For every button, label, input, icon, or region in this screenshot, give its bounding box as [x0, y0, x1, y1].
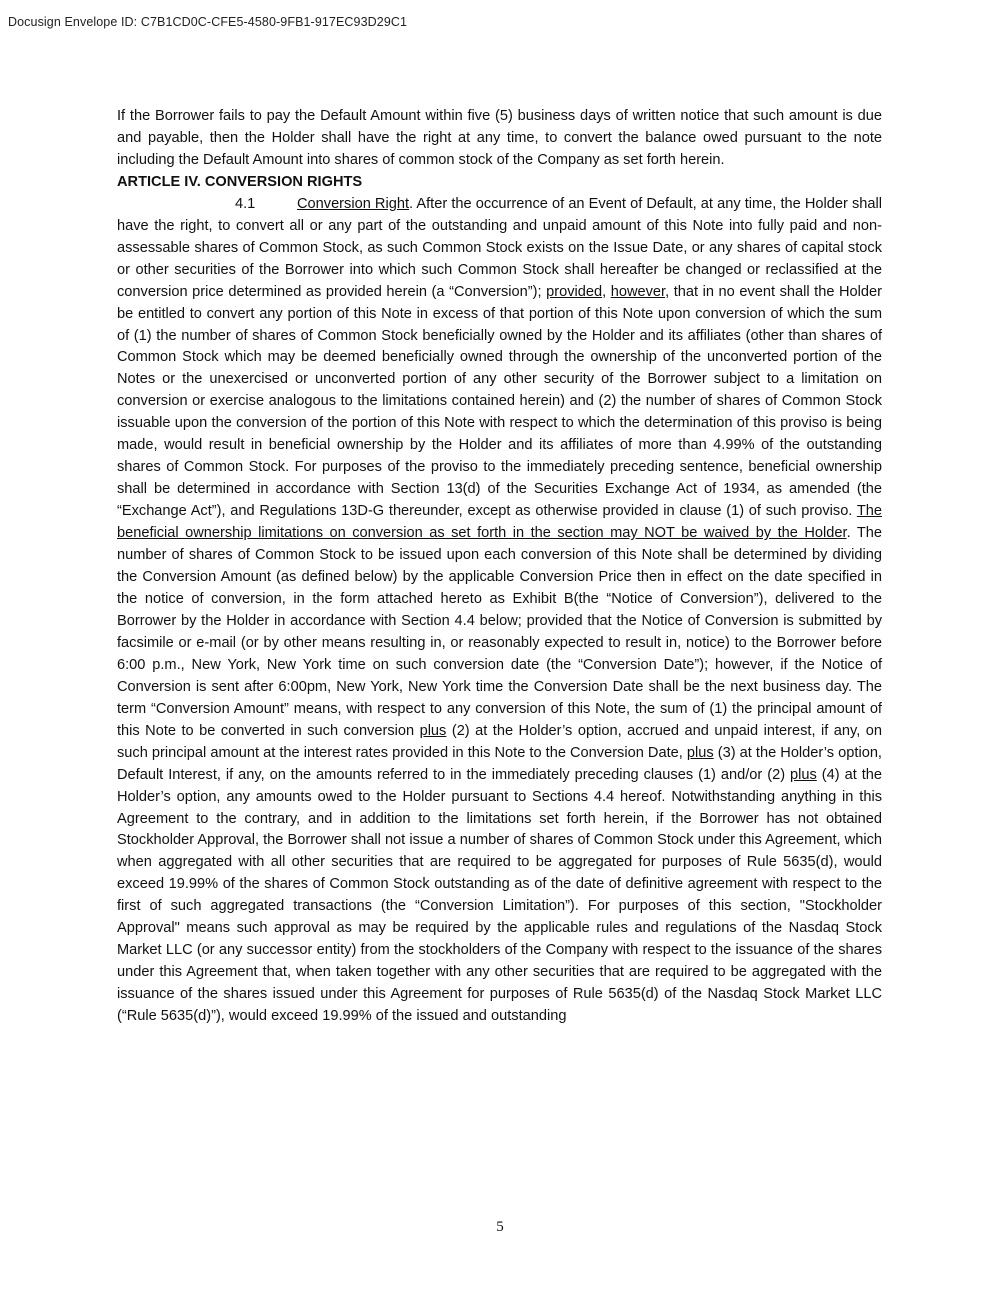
- text-segment: . The number of shares of Common Stock to be issued upon each conversion of this Note shall be determined by dividing the Conversion Amount (as defined below) by the applicable Conversion Price then in effect on the date specified in the notice of conversion, in the form attached hereto as Exhibit B(the “Notice of Conversion”), delivered to the Borrower by the Holder in accordance with Section 4.4 below; provided that the Notice of Conversion is submitted by facsimile or e-mail (or by other means resulting in, or reasonably expected to result in, notice) to the Borrower before 6:00 p.m., New York, New York time on such conversion date (the “Conversion Date”); however, if the Notice of Conversion is sent after 6:00pm, New York, New York time the Conversion Date shall be the next business day. The term “Conversion Amount” means, with respect to any conversion of this Note, the sum of (1) the principal amount of this Note to be converted in such conversion: [117, 525, 883, 739]
- provided-term: provided: [546, 283, 603, 300]
- section-title: Conversion Right: [297, 195, 410, 212]
- intro-paragraph: If the Borrower fails to pay the Default Amount within five (5) business days of written notice that such amount is due and payable, then the Holder shall have the right at any time, to convert the balance owed pursuant to the note including the Default Amount into shares of common stock of the Company as set forth herein.: [117, 108, 882, 168]
- plus-term: plus: [790, 766, 817, 783]
- text-segment: . After the occurrence of an Event of Default, at any time, the Holder shall have the right, to convert all or any part of the outstanding and unpaid amount of this Note into fully paid and non-assessable shares of Common Stock, as such Common Stock exists on the Issue Date, or any shares of capital stock or other securities of the Borrower into which such Common Stock shall hereafter be changed or reclassified at the conversion price determined as provided herein (a “Conversion”);: [117, 195, 882, 300]
- document-body: [117, 106, 882, 1028]
- section-number: 4.1: [235, 195, 256, 212]
- section-4-1-paragraph: [117, 194, 882, 1028]
- text-segment: , that in no event shall the Holder be entitled to convert any portion of this Note in excess of that portion of this Note upon conversion of which the sum of (1) the number of shares of Common Stock beneficially owned by the Holder and its affiliates (other than shares of Common Stock which may be deemed beneficially owned through the ownership of the unconverted portion of the Notes or the unexercised or unconverted portion of any other security of the Borrower subject to a limitation on conversion or exercise analogous to the limitations contained herein) and (2) the number of shares of Common Stock issuable upon the conversion of the portion of this Note with respect to which the determination of this proviso is being made, would result in beneficial ownership by the Holder and its affiliates of more than 4.99% of the outstanding shares of Common Stock. For purposes of the proviso to the immediately preceding sentence, beneficial ownership shall be determined in accordance with Section 13(d) of the Securities Exchange Act of 1934, as amended (the “Exchange Act”), and Regulations 13D-G thereunder, except as otherwise provided in clause (1) of such proviso.: [117, 283, 882, 520]
- page-number: 5: [496, 1219, 504, 1235]
- docusign-envelope-id: Docusign Envelope ID: C7B1CD0C-CFE5-4580-9FB1-917EC93D29C1: [8, 15, 408, 29]
- article-heading: ARTICLE IV. CONVERSION RIGHTS: [117, 173, 363, 190]
- plus-term: plus: [419, 722, 447, 739]
- text-segment: (4) at the Holder’s option, any amounts owed to the Holder pursuant to Sections 4.4 hereof. Notwithstanding anything in this Agreement to the contrary, and in addition to the limitations set forth herein, if the Borrower has not obtained Stockholder Approval, the Borrower shall not issue a number of shares of Common Stock under this Agreement, which when aggregated with all other securities that are required to be aggregated for purposes of Rule 5635(d), would exceed 19.99% of the shares of Common Stock outstanding as of the date of definitive agreement with respect to the first of such aggregated transactions (the “Conversion Limitation”). For purposes of this section, "Stockholder Approval" means such approval as may be required by the applicable rules and regulations of the Nasdaq Stock Market LLC (or any successor entity) from the stockholders of the Company with respect to the issuance of the shares under this Agreement that, when taken together with any other securities that are required to be aggregated with the issuance of the shares issued under this Agreement for purposes of Rule 5635(d) of the Nasdaq Stock Market LLC (“Rule 5635(d)”), would exceed 19.99% of the issued and outstanding: [117, 766, 882, 1025]
- however-term: however: [610, 283, 666, 300]
- plus-term: plus: [686, 744, 714, 761]
- text-segment: (3) at the Holder’s option, Default Interest, if any, on the amounts referred to in the immediately preceding clauses (1) and/or (2): [117, 744, 882, 783]
- text-segment: ,: [602, 283, 611, 300]
- text-segment: (2) at the Holder’s option, accrued and unpaid interest, if any, on such principal amount at the interest rates provided in this Note to the Conversion Date,: [117, 722, 882, 761]
- waiver-notice: The beneficial ownership limitations on conversion as set forth in the section may NOT be waived by the Holder: [117, 503, 882, 542]
